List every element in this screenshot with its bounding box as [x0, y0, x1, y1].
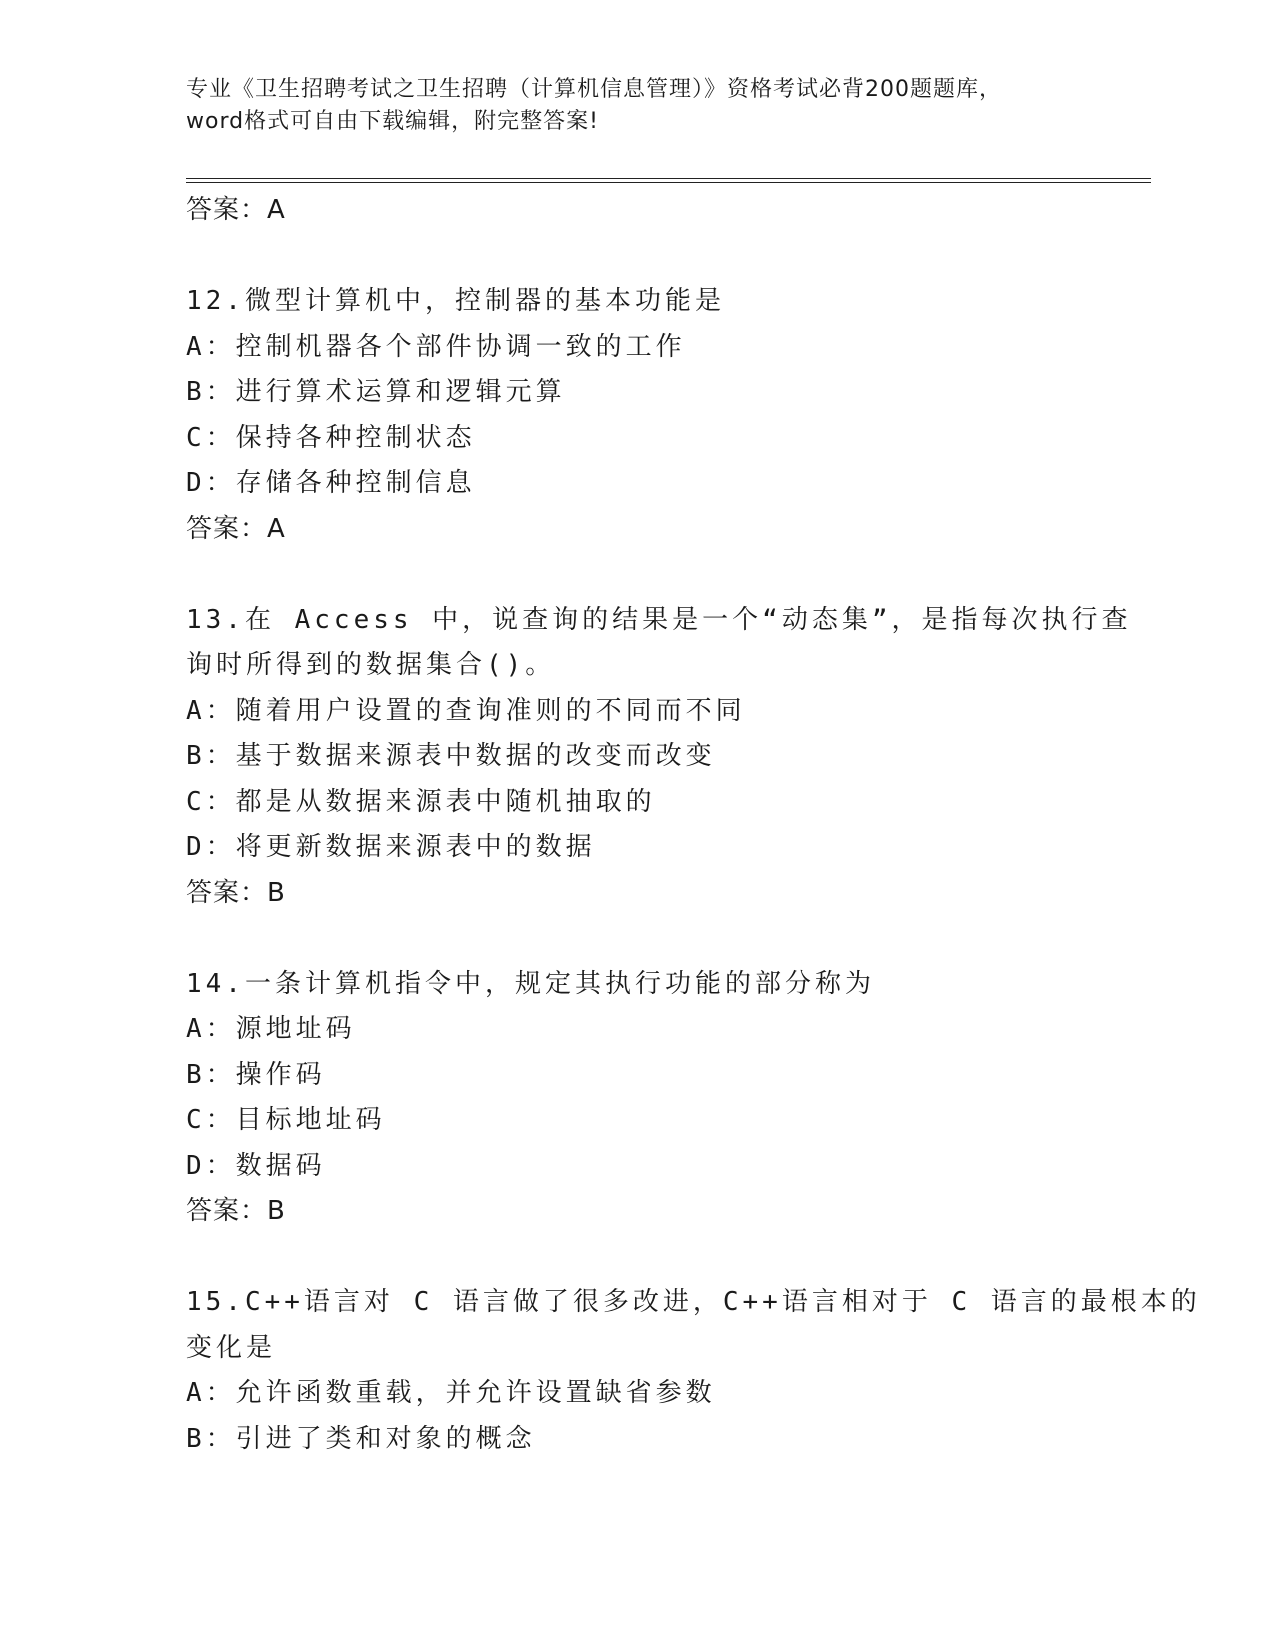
option-b: B：基于数据来源表中数据的改变而改变: [186, 741, 716, 771]
option-a: A：源地址码: [186, 1014, 356, 1044]
header-line-1: 专业《卫生招聘考试之卫生招聘（计算机信息管理）》资格考试必背200题题库，: [186, 77, 1002, 102]
spacer: [186, 233, 1136, 279]
question-13: [186, 598, 1136, 916]
option-b: B：操作码: [186, 1059, 326, 1090]
question-title-continued: 询时所得到的数据集合()。: [186, 650, 556, 680]
answer-label: 答案：A: [186, 195, 286, 225]
option-a: A：控制机器各个部件协调一致的工作: [186, 331, 686, 362]
question-title: 13.在 Access 中，说查询的结果是一个“动态集”，是指每次执行查: [186, 604, 1132, 635]
header-divider: [186, 178, 1151, 183]
question-title: 12.微型计算机中，控制器的基本功能是: [186, 286, 725, 316]
option-d: D：存储各种控制信息: [186, 468, 476, 498]
spacer: [186, 1234, 1136, 1280]
option-b: B：引进了类和对象的概念: [186, 1423, 536, 1454]
question-title: 14.一条计算机指令中，规定其执行功能的部分称为: [186, 968, 875, 999]
question-14: [186, 962, 1136, 1235]
question-title-continued: 变化是: [186, 1332, 277, 1363]
document-header: [186, 74, 1086, 138]
option-d: D：数据码: [186, 1150, 326, 1181]
question-15: [186, 1280, 1201, 1462]
answer-label: 答案：B: [186, 1196, 286, 1226]
header-line-2: word格式可自由下载编辑，附完整答案!: [186, 109, 599, 134]
option-c: C：都是从数据来源表中随机抽取的: [186, 786, 656, 817]
option-b: B：进行算术运算和逻辑元算: [186, 377, 566, 407]
option-d: D：将更新数据来源表中的数据: [186, 832, 596, 862]
spacer: [186, 916, 1136, 962]
question-title: 15.C++语言对 C 语言做了很多改进，C++语言相对于 C 语言的最根本的: [186, 1287, 1201, 1317]
option-a: A：随着用户设置的查询准则的不同而不同: [186, 695, 746, 726]
spacer: [186, 552, 1136, 598]
question-12: [186, 279, 1136, 552]
answer-label: 答案：B: [186, 877, 286, 908]
option-c: C：保持各种控制状态: [186, 422, 476, 453]
option-a: A：允许函数重载，并允许设置缺省参数: [186, 1378, 716, 1408]
option-c: C：目标地址码: [186, 1105, 386, 1135]
answer-label: 答案：A: [186, 513, 286, 544]
question-list: [186, 188, 1201, 1462]
